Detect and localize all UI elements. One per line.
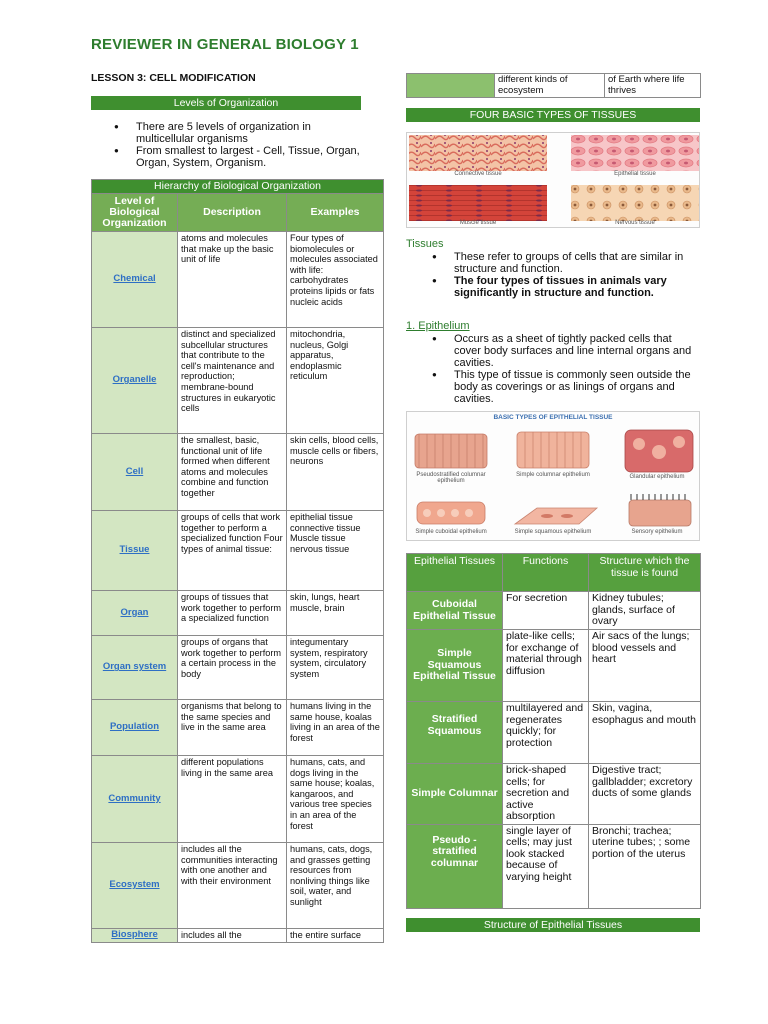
epithelial-label: Simple columnar epithelium [516,472,590,478]
level-description: organisms that belong to the same species and live in the same area [178,700,287,756]
level-link-organ-system[interactable]: Organ system [92,636,178,700]
glandular-sample [625,430,693,472]
epithelial-types-image [406,411,700,541]
level-cell-empty [407,74,495,98]
level-examples: skin cells, blood cells, muscle cells or fibers, neurons [287,434,384,511]
table-row [92,328,384,434]
column-header: Epithelial Tissues [407,554,503,592]
table-row [92,929,384,943]
epithelial-structure: Skin, vagina, esophagus and mouth [589,702,701,764]
table-row [92,434,384,511]
tissue-label: Epithelial tissue [614,171,656,177]
level-examples: Four types of biomolecules or molecules associated with life: carbohydrates proteins lipids or fats nucleic acids [287,232,384,328]
epithelial-name: Cuboidal Epithelial Tissue [407,592,503,630]
level-link-ecosystem[interactable]: Ecosystem [92,843,178,929]
epithelial-tissue-photo [571,135,699,171]
level-description: different kinds of ecosystem [495,74,605,98]
epithelial-label: Sensory epithelium [631,529,683,535]
epithelial-name: Simple Columnar [407,764,503,825]
levels-header: Levels of Organization [91,96,361,110]
tissue-label: Muscle tissue [459,220,497,226]
level-link-community[interactable]: Community [92,756,178,843]
epithelial-structure: Kidney tubules; glands, surface of ovary [589,592,701,630]
epithelial-structure: Bronchi; trachea; uterine tubes; ; some portion of the uterus [589,824,701,908]
level-description: groups of cells that work together to perform a specialized function Four types of animal tissue: [178,511,287,591]
level-examples: humans living in the same house, koalas living in an area of the forest [287,700,384,756]
column-header: Level of Biological Organization [92,194,178,232]
level-description: atoms and molecules that make up the basic unit of life [178,232,287,328]
level-link-population[interactable]: Population [92,700,178,756]
list-item: ● This type of tissue is commonly seen outside the body as coverings or as linings of organs and cavities. [430,369,698,405]
table-row [407,702,701,764]
level-examples: integumentary system, respiratory system, circulatory system [287,636,384,700]
column-header: Description [178,194,287,232]
list-item: ● Occurs as a sheet of tightly packed cells that cover body surfaces and line internal organs and cavities. [430,333,698,369]
sensory-sample [629,494,691,526]
tissue-label: Connective tissue [454,171,502,177]
column-header: Structure which the tissue is found [589,554,701,592]
epithelial-structure: Air sacs of the lungs; blood vessels and heart [589,630,701,702]
tissues-heading: Tissues [406,238,444,250]
table-row [92,756,384,843]
level-examples: humans, cats, and dogs living in the same house; koalas, kangaroos, and various tree species in an area of the forest [287,756,384,843]
level-description: includes all the [178,929,287,943]
epithelial-function: single layer of cells; may just look stacked because of varying height [503,824,589,908]
table-row [407,74,701,98]
level-examples: epithelial tissue connective tissue Muscle tissue nervous tissue [287,511,384,591]
epithelial-function: brick-shaped cells; for secretion and active absorption [503,764,589,825]
table-row [407,592,701,630]
four-types-header: FOUR BASIC TYPES OF TISSUES [406,108,700,122]
table-row [407,630,701,702]
epithelial-table [406,553,701,909]
level-link-organ[interactable]: Organ [92,591,178,636]
table-row [407,824,701,908]
table-row [92,511,384,591]
epithelium-heading: 1. Epithelium [406,320,470,332]
list-item: ● The four types of tissues in animals vary significantly in structure and function. [430,275,698,299]
table-row [92,700,384,756]
epithelial-image-title: BASIC TYPES OF EPITHELIAL TISSUE [493,414,613,421]
column-header: Functions [503,554,589,592]
level-description: groups of tissues that work together to perform a specialized function [178,591,287,636]
epithelial-function: multilayered and regenerates quickly; for protection [503,702,589,764]
table-row [407,764,701,825]
level-link-chemical[interactable]: Chemical [92,232,178,328]
lesson-heading: LESSON 3: CELL MODIFICATION [91,72,256,84]
muscle-tissue-photo [409,185,547,221]
epithelial-structure: Digestive tract; gallbladder; excretory ducts of some glands [589,764,701,825]
simple-squamous-sample [515,508,597,524]
epithelial-name: Simple Squamous Epithelial Tissue [407,630,503,702]
hierarchy-table [91,179,384,943]
table-row [92,843,384,929]
connective-tissue-photo [409,135,547,171]
epithelial-label: Glandular epithelium [629,474,685,480]
list-item: ● There are 5 levels of organization in multicellular organisms [112,121,362,145]
level-link-tissue[interactable]: Tissue [92,511,178,591]
table-row [92,232,384,328]
tissue-types-illustration [407,133,699,227]
level-link-organelle[interactable]: Organelle [92,328,178,434]
level-description: distinct and specialized subcellular structures that contribute to the cell's maintenance and reproduction; membrane-bound structures in eukaryotic cells [178,328,287,434]
level-description: groups of organs that work together to perform a certain process in the body [178,636,287,700]
level-examples: of Earth where life thrives [605,74,701,98]
level-description: the smallest, basic, functional unit of life formed when different atoms and molecules combine and function together [178,434,287,511]
epithelial-name: Pseudo - stratified columnar [407,824,503,908]
epithelial-label: Simple squamous epithelium [514,529,592,535]
epithelial-function: plate-like cells; for exchange of material through diffusion [503,630,589,702]
level-examples: mitochondria, nucleus, Golgi apparatus, endoplasmic reticulum [287,328,384,434]
list-item: ● These refer to groups of cells that are similar in structure and function. [430,251,698,275]
level-examples: the entire surface [287,929,384,943]
table-row [92,636,384,700]
structure-header: Structure of Epithelial Tissues [406,918,700,932]
nervous-tissue-photo [571,185,699,221]
level-examples: humans, cats, dogs, and grasses getting resources from nonliving things like soil, water, and sunlight [287,843,384,929]
epithelium-bullets [430,333,698,405]
level-examples: skin, lungs, heart muscle, brain [287,591,384,636]
epithelial-name: Stratified Squamous [407,702,503,764]
tissue-label: Nervous tissue [615,220,655,226]
column-header: Examples [287,194,384,232]
tissue-types-image [406,132,700,228]
level-description: different populations living in the same area [178,756,287,843]
pseudostratified-sample [415,434,487,468]
page-title: REVIEWER IN GENERAL BIOLOGY 1 [91,36,359,53]
tissues-bullets [430,251,698,299]
epithelial-label: Simple cuboidal epithelium [415,529,487,535]
simple-columnar-sample [517,432,589,468]
table-row [92,591,384,636]
epithelial-function: For secretion [503,592,589,630]
hierarchy-caption: Hierarchy of Biological Organization [92,180,384,194]
hierarchy-continuation [406,73,701,98]
levels-bullets [112,121,362,169]
epithelial-label: Pseudostratified columnar epithelium [416,472,486,484]
level-link-cell[interactable]: Cell [92,434,178,511]
level-link-biosphere[interactable]: Biosphere [92,929,178,943]
list-item: ● From smallest to largest - Cell, Tissue, Organ, Organ, System, Organism. [112,145,362,169]
level-description: includes all the communities interacting with one another and with their environment [178,843,287,929]
simple-cuboidal-sample [417,502,485,524]
